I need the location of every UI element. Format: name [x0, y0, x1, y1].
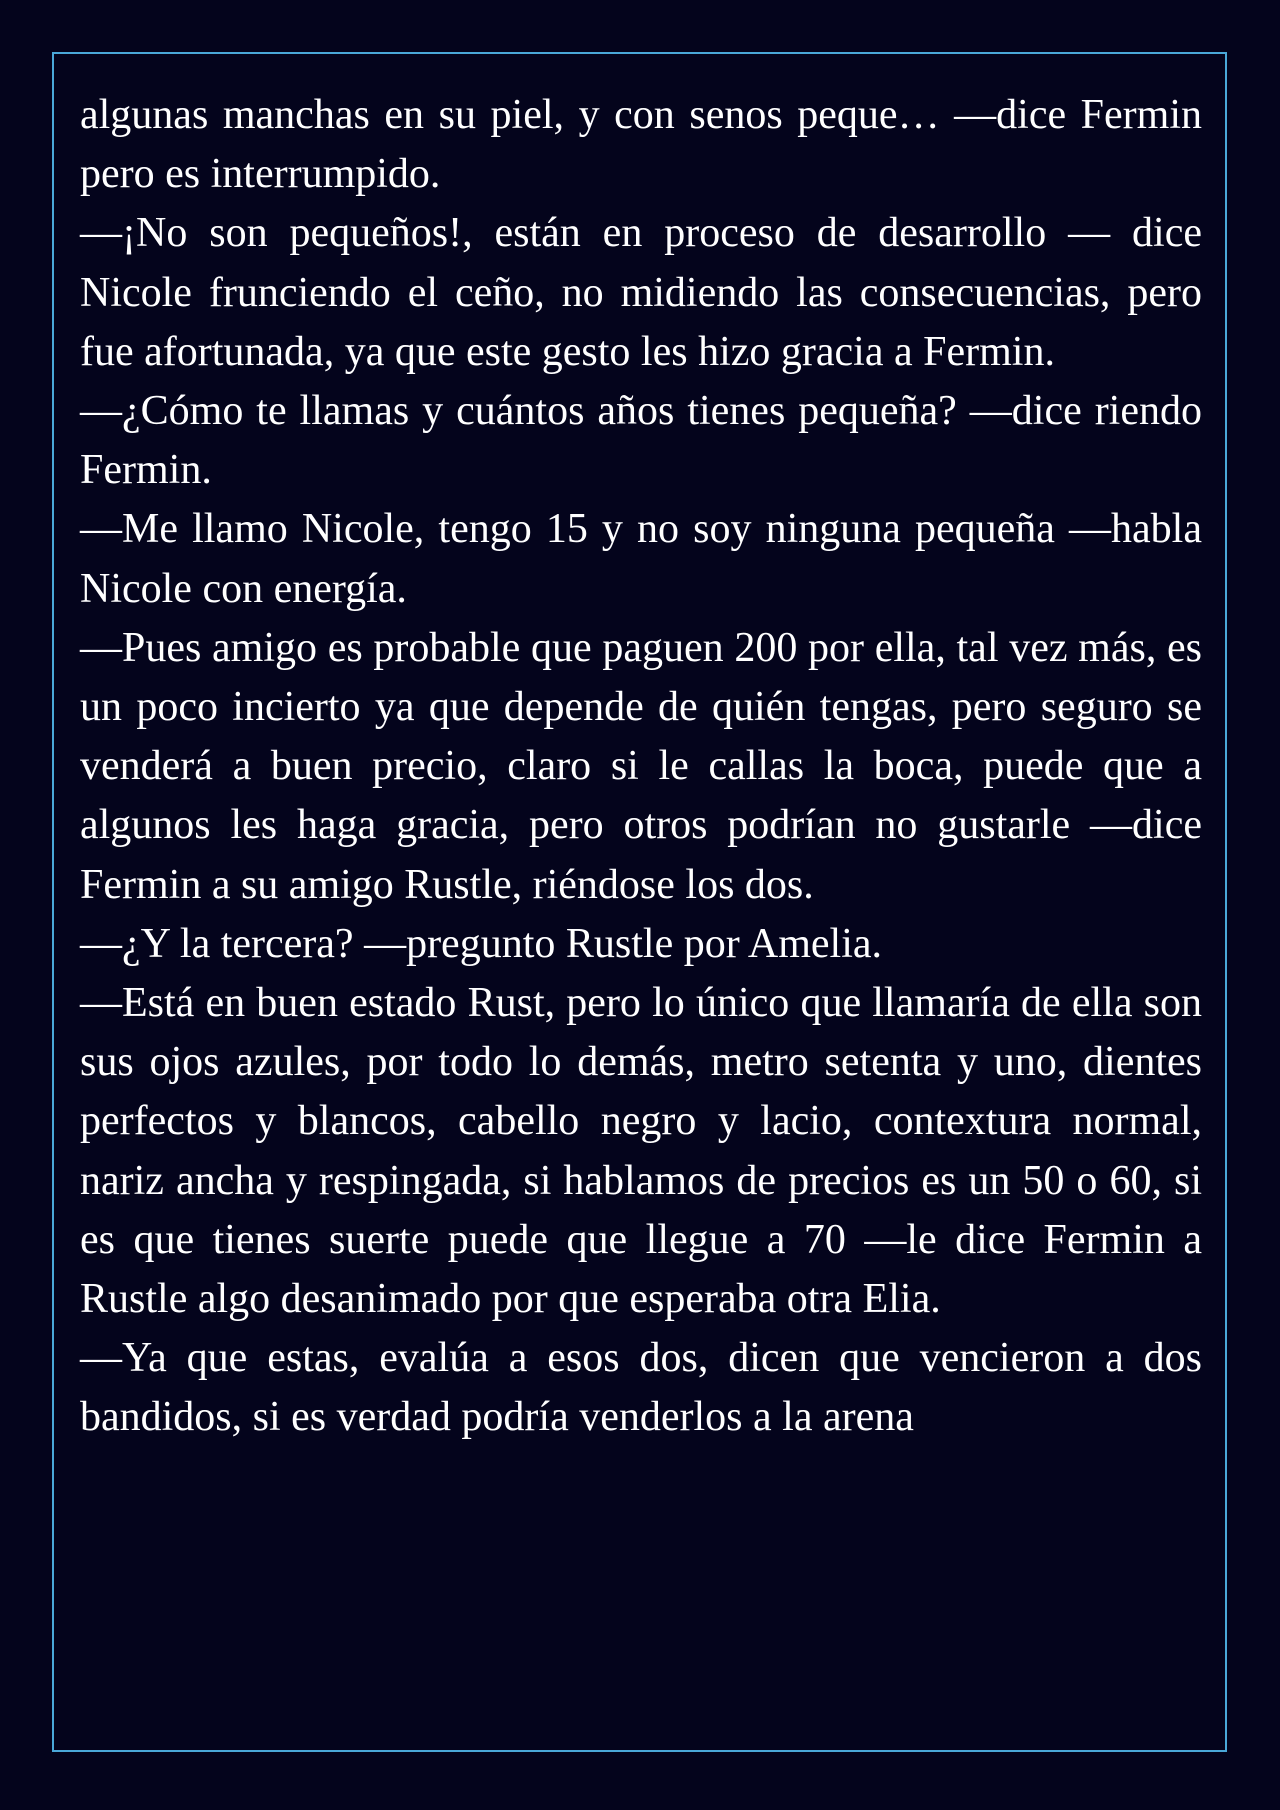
paragraph: algunas manchas en su piel, y con senos peque… —dice Fermin pero es interrumpido. — [80, 92, 1202, 198]
paragraph: —Ya que estas, evalúa a esos dos, dicen que vencieron a dos bandidos, si es verdad podría venderlos a la arena — [80, 1335, 1202, 1441]
paragraph: —Me llamo Nicole, tengo 15 y no soy ninguna pequeña —habla Nicole con energía. — [80, 506, 1202, 612]
body-text — [80, 86, 1202, 1448]
paragraph: —¿Cómo te llamas y cuántos años tienes pequeña? —dice riendo Fermin. — [80, 388, 1202, 494]
paragraph: —Está en buen estado Rust, pero lo único que llamaría de ella son sus ojos azules, por todo lo demás, metro setenta y uno, dientes perfectos y blancos, cabello negro y lacio, contextura normal, nariz ancha y respingada, si hablamos de precios es un 50 o 60, si es que tienes suerte puede que llegue a 70 —le dice Fermin a Rustle algo desanimado por que esperaba otra Elia. — [80, 980, 1202, 1323]
paragraph: —¡No son pequeños!, están en proceso de desarrollo — dice Nicole frunciendo el ceño, no midiendo las consecuencias, pero fue afortunada, ya que este gesto les hizo gracia a Fermin. — [80, 210, 1202, 375]
paragraph: —Pues amigo es probable que paguen 200 por ella, tal vez más, es un poco incierto ya que depende de quién tengas, pero seguro se venderá a buen precio, claro si le callas la boca, puede que a algunos les haga gracia, pero otros podrían no gustarle —dice Fermin a su amigo Rustle, riéndose los dos. — [80, 624, 1202, 908]
paragraph: —¿Y la tercera? —pregunto Rustle por Amelia. — [80, 920, 882, 967]
page-border-frame — [52, 52, 1227, 1752]
